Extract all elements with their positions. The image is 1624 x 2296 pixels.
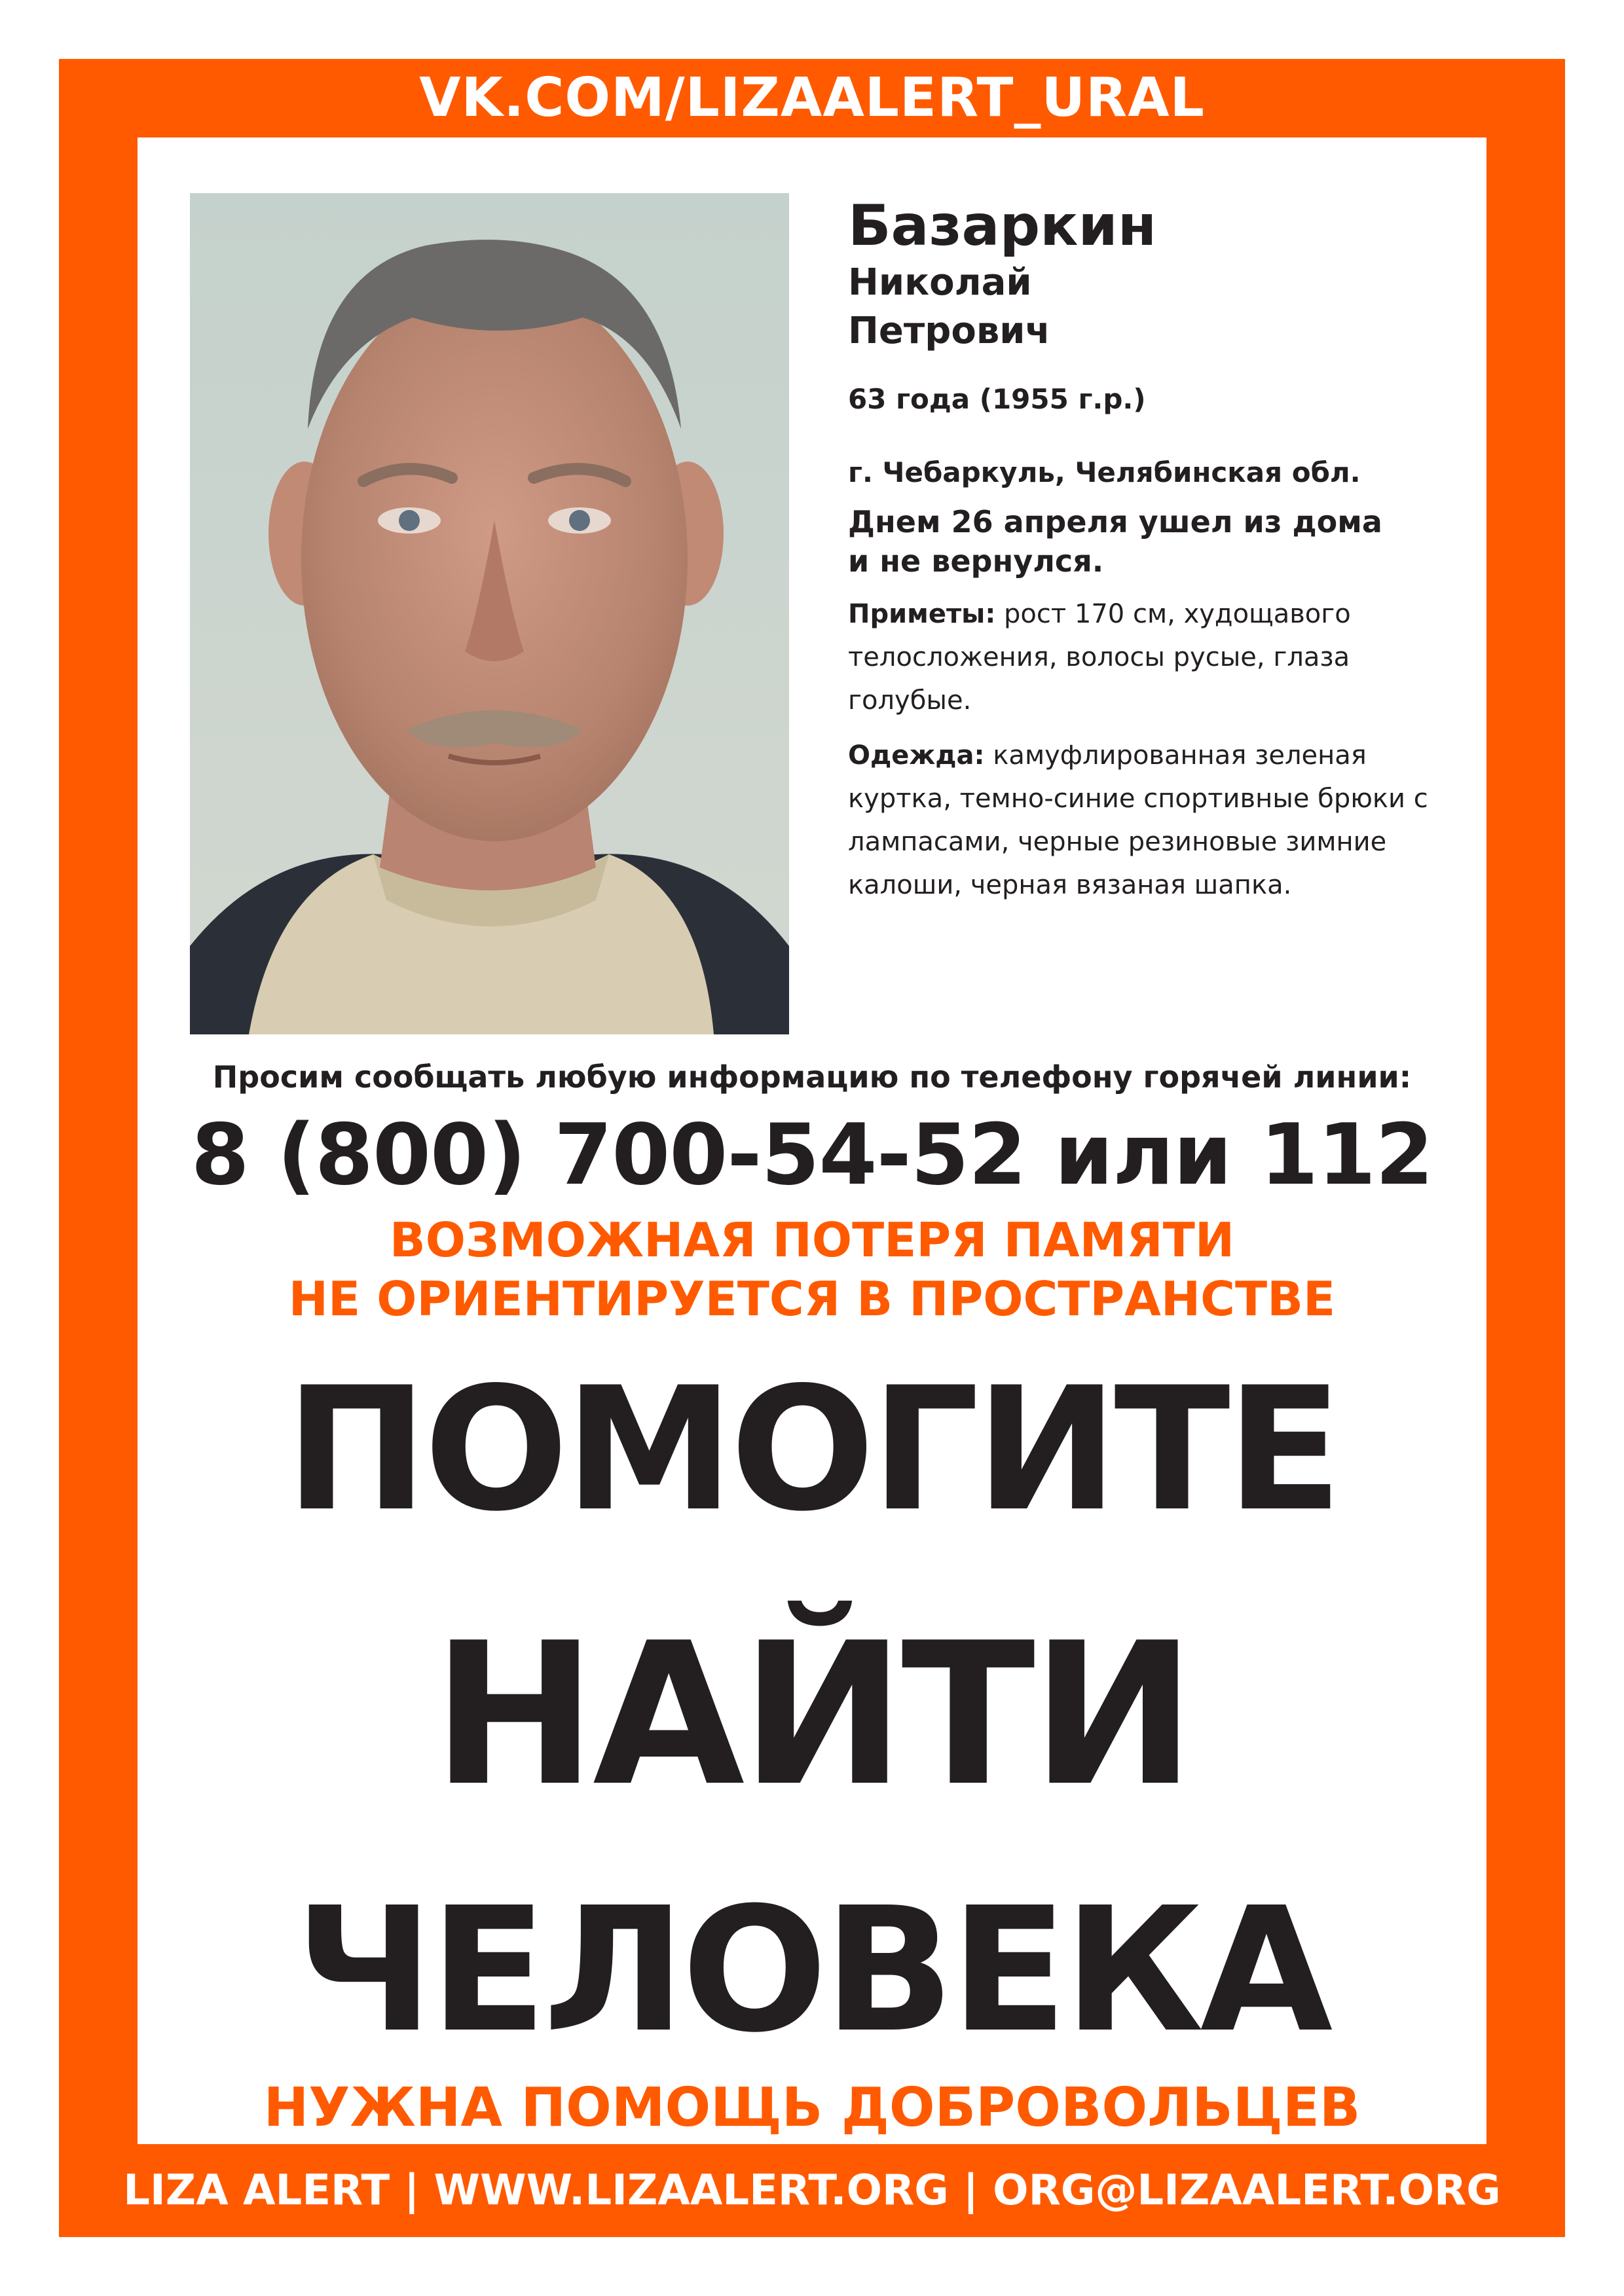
- warning-memory-loss: ВОЗМОЖНАЯ ПОТЕРЯ ПАМЯТИ: [389, 1212, 1235, 1267]
- signs-label: Приметы:: [848, 599, 996, 629]
- person-event: [848, 502, 1470, 581]
- headline-person: ЧЕЛОВЕКА: [295, 1870, 1329, 2070]
- person-photo: [190, 193, 789, 1034]
- signs-text: рост 170 см, худощавого телосложения, волосы русые, глаза голубые.: [848, 599, 1351, 716]
- footer-email-link[interactable]: ORG@LIZAALERT.ORG: [993, 2166, 1501, 2215]
- person-age: 63 года (1955 г.р.): [848, 383, 1146, 415]
- poster-content: [138, 137, 1486, 2144]
- hotline-phone[interactable]: 8 (800) 700-54-52 или 112: [191, 1106, 1433, 1204]
- person-patronymic: Петрович: [848, 310, 1050, 352]
- person-surname: Базаркин: [848, 193, 1157, 259]
- person-name: Николай: [848, 261, 1032, 304]
- event-line-2: и не вернулся.: [848, 543, 1104, 579]
- contact-request: Просим сообщать любую информацию по телефону горячей линии:: [212, 1059, 1412, 1095]
- header-vk-link[interactable]: VK.COM/LIZAALERT_URAL: [419, 67, 1205, 129]
- person-clothes: [848, 734, 1470, 907]
- footer: [59, 2144, 1565, 2237]
- footer-separator: |: [963, 2166, 979, 2215]
- person-signs: [848, 592, 1470, 722]
- footer-separator: |: [404, 2166, 420, 2215]
- person-place: г. Чебаркуль, Челябинская обл.: [848, 456, 1361, 488]
- volunteers-needed: НУЖНА ПОМОЩЬ ДОБРОВОЛЬЦЕВ: [263, 2077, 1361, 2139]
- footer-site-link[interactable]: WWW.LIZAALERT.ORG: [434, 2166, 949, 2215]
- footer-brand: LIZA ALERT: [123, 2166, 390, 2215]
- headline-help: ПОМОГИТЕ: [285, 1351, 1339, 1549]
- person-info: [848, 193, 1470, 907]
- clothes-text: камуфлированная зеленая куртка, темно-синие спортивные брюки с лампасами, черные резиновые зимние калоши, черная вязаная шапка.: [848, 740, 1428, 900]
- event-line-1: Днем 26 апреля ушел из дома: [848, 504, 1382, 539]
- missing-person-poster: [59, 59, 1565, 2237]
- warning-disorientation: НЕ ОРИЕНТИРУЕТСЯ В ПРОСТРАНСТВЕ: [288, 1271, 1336, 1326]
- headline-find: НАЙТИ: [432, 1601, 1192, 1829]
- clothes-label: Одежда:: [848, 740, 985, 771]
